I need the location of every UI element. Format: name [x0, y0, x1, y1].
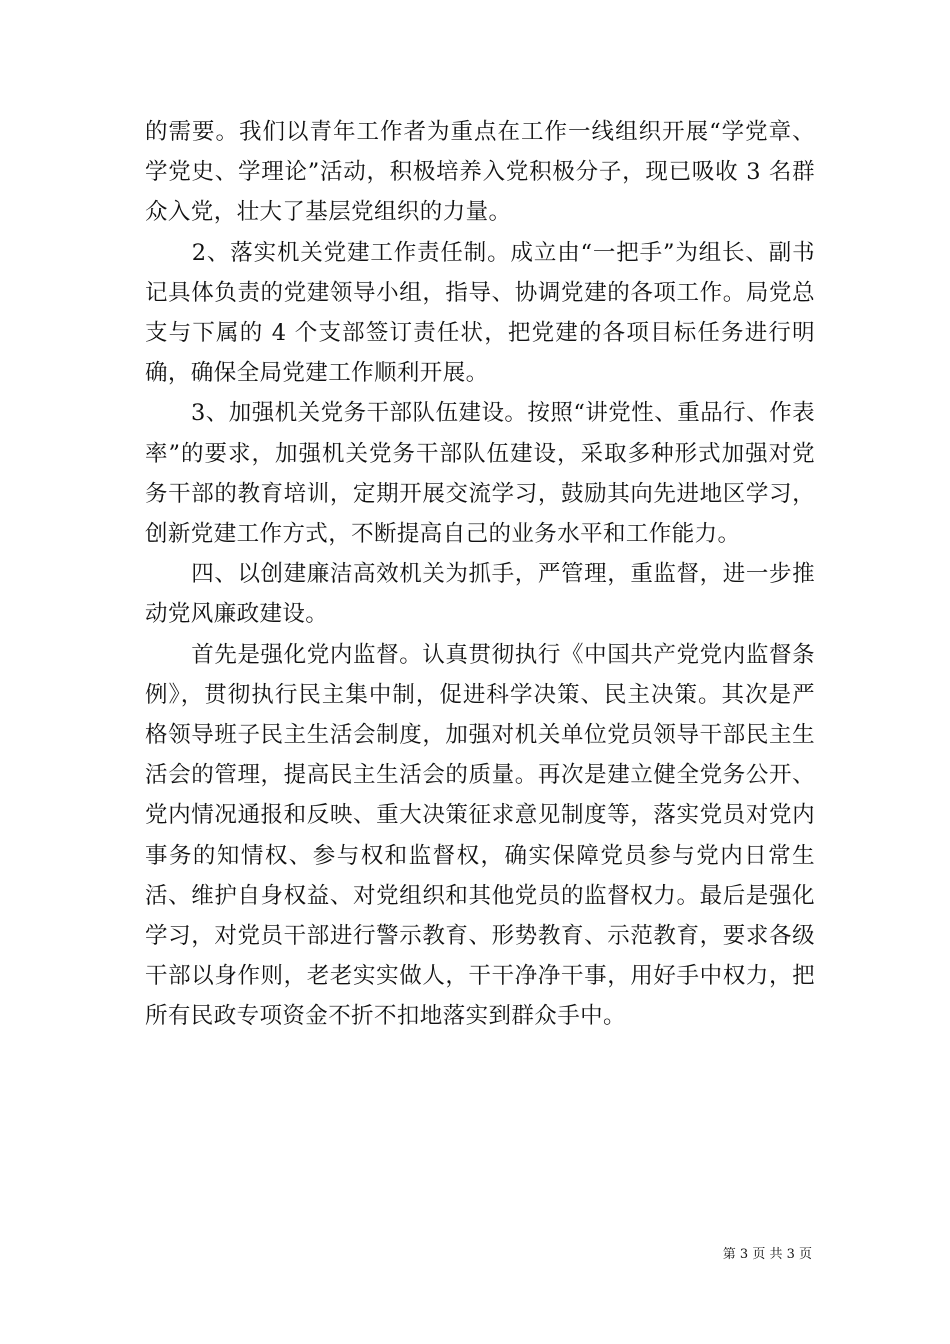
paragraph-party-responsibility: 2、落实机关党建工作责任制。成立由“一把手”为组长、副书记具体负责的党建领导小组，指导、协调党建的各项工作。局党总支与下属的 4 个支部签订责任状，把党建的各项目标任务进行明确，确保全局党建工作顺利开展。	[145, 239, 815, 387]
paragraph-supervision: 首先是强化党内监督。认真贯彻执行《中国共产党党内监督条例》，贯彻执行民主集中制，促进科学决策、民主决策。其次是严格领导班子民主生活会制度，加强对机关单位党员领导干部民主生活会的管理，提高民主生活会的质量。再次是建立健全党务公开、党内情况通报和反映、重大决策征求意见制度等，落实党员对党内事务的知情权、参与权和监督权，确实保障党员参与党内日常生活、维护自身权益、对党组织和其他党员的监督权力。最后是强化学习，对党员干部进行警示教育、形势教育、示范教育，要求各级干部以身作则，老老实实做人，干干净净干事，用好手中权力，把所有民政专项资金不折不扣地落实到群众手中。	[145, 641, 815, 1030]
paragraph-section-four-heading: 四、以创建廉洁高效机关为抓手，严管理，重监督，进一步推动党风廉政建设。	[145, 561, 815, 628]
page-number-footer: 第 3 页 共 3 页	[722, 1247, 812, 1262]
paragraph-continuation: 的需要。我们以青年工作者为重点在工作一线组织开展“学党章、学党史、学理论”活动，积极培养入党积极分子，现已吸收 3 名群众入党，壮大了基层党组织的力量。	[145, 119, 815, 226]
paragraph-cadre-team: 3、加强机关党务干部队伍建设。按照“讲党性、重品行、作表率”的要求，加强机关党务干部队伍建设，采取多种形式加强对党务干部的教育培训，定期开展交流学习，鼓励其向先进地区学习，创新党建工作方式，不断提高自己的业务水平和工作能力。	[145, 400, 815, 548]
document-body	[145, 112, 815, 1037]
